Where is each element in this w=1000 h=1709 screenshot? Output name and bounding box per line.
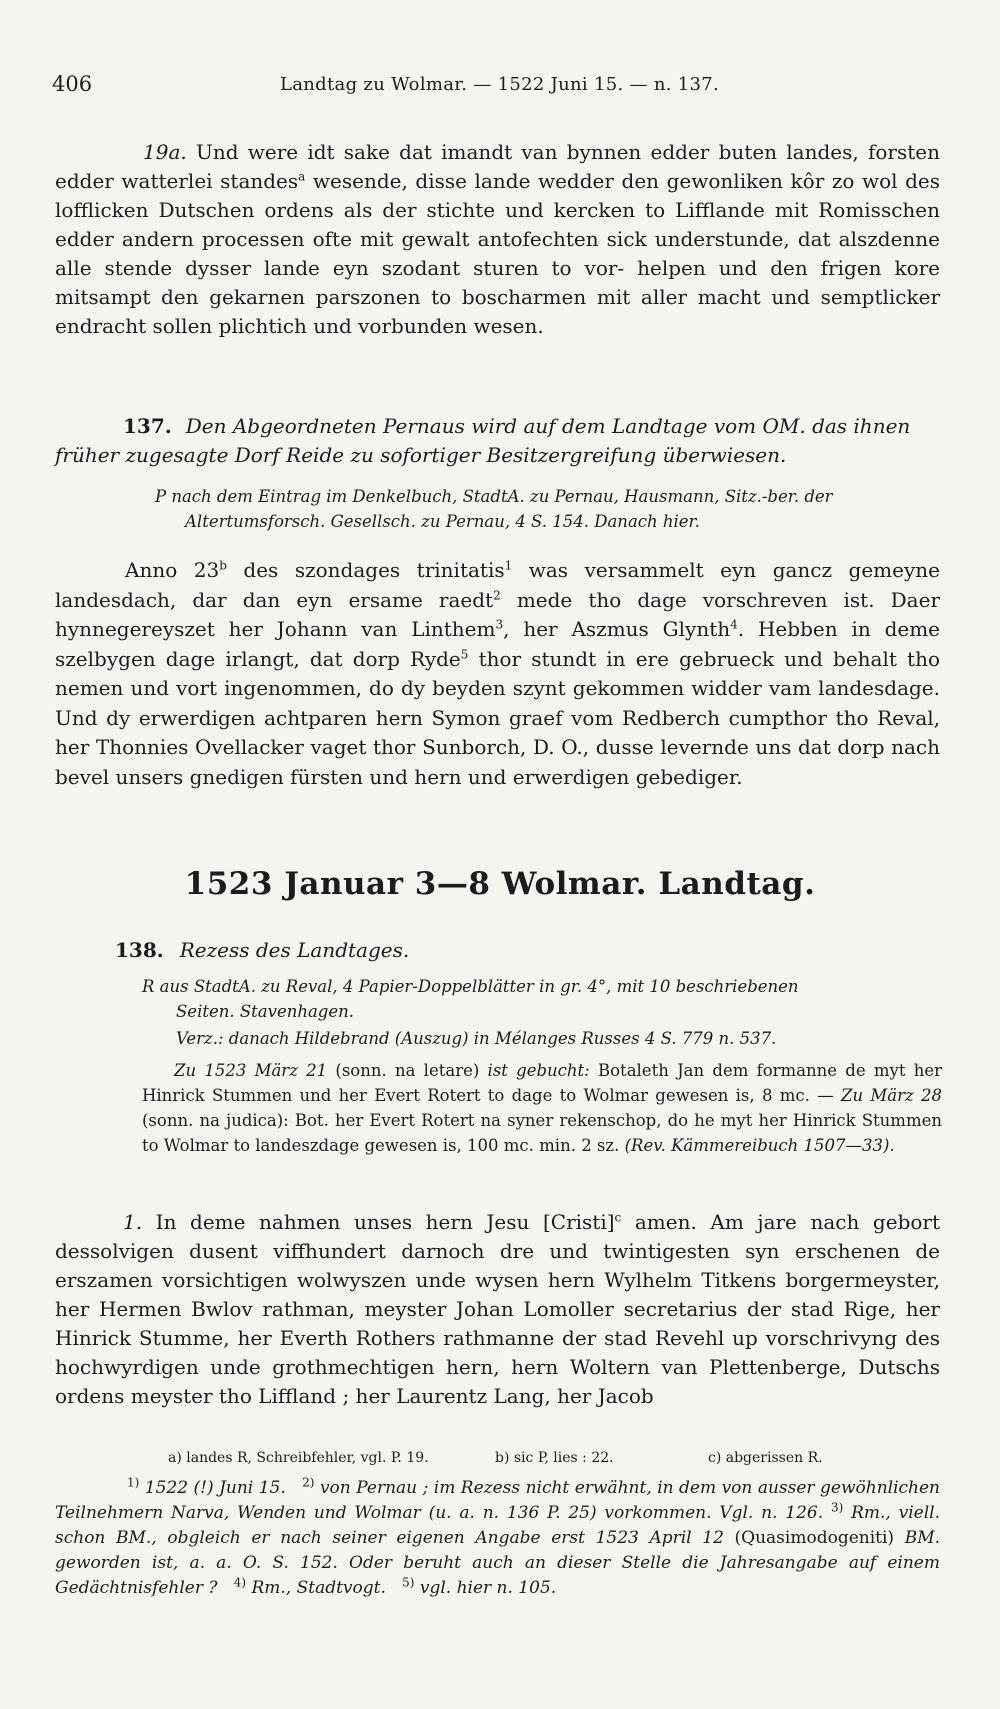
footnote-ref: 2 [493,587,501,602]
section-19a-label: 19a. [143,140,187,164]
footnote-2: von Pernau ; im Rezess nicht erwähnt, in dem von ausser gewöhnlichen Teilnehmern Narva, Wenden und Wolmar (u. a. n. 136 P. 25) vorkommen. Vgl. n. 126. [55,1478,940,1523]
entry-137-heading [55,412,940,470]
entry-number: 138. [115,938,164,962]
entry-number: 137. [123,414,172,438]
footnote-4: Rm., Stadtvogt. [251,1578,386,1598]
section-19a-text: 19a. Und were idt sake dat imandt van bynnen edder buten landes, forsten edder watterlei standes$^a$ wesende, disse lande wedder den gewonliken kôr zo wol des lofflicken Dutschen ordens als der stichte und kercken to Lifflande mit Romisschen edder andern processen ofte mit gewalt antofechten sick understunde, dat alszdenne alle stende dysser lande eyn szodant sturen to vor- helpen und den frigen kore mitsampt den gekarnen parszonen to boscharmen mit aller macht und semptlicker endracht sollen plichtich und vorbunden wesen. [55,140,941,338]
footnote-ref: 4 [730,617,738,632]
apparatus-mark: c [614,1210,622,1225]
apparatus-note-b: b) sic P, lies : 22. [495,1450,614,1466]
footnote-ref: 3 [495,617,504,632]
apparatus-note-a: a) landes R, Schreibfehler, vgl. P. 19. [168,1450,429,1466]
page-header [52,72,942,102]
entry-137-body: Anno 23$^b$ des szondages trinitatis$^1$ was versammelt eyn gancz gemeyne landesdach, dar dan eyn ersame raedt$^2$ mede tho dage vorschreven ist. Daer hynnegereyszet her Johann van Linthem$^3$, her Aszmus Glynth$^4$. Hebben in deme szelbygen dage irlangt, dat dorp Ryde$^5$ thor stundt in ere gebrueck und behalt tho nemen und vort ingenommen, do dy beyden szynt gekommen widder vam landesdage. Und dy erwerdigen achtparen hern Symon graef vom Redberch cumpthor tho Reval, her Thonnies Ovellacker vaget thor Sunborch, D. O., dusse levernde uns dat dorp nach bevel unsers gnedigen fürsten und hern und erwerdigen gebediger. [55,558,941,789]
section-title: 1523 Januar 3—8 Wolmar. Landtag. [184,866,816,902]
register-note: Verz.: danach Hildebrand (Auszug) in Mélanges Russes 4 S. 779 n. 537. [176,1029,777,1048]
apparatus-note-c: c) abgerissen R. [708,1450,823,1466]
running-title: Landtag zu Wolmar. — 1522 Juni 15. — n. 137. [280,74,720,95]
footnote-ref: 1 [504,558,513,573]
entry-137-source: P nach dem Eintrag im Denkelbuch, StadtA. zu Pernau, Hausmann, Sitz.-ber. der Altertumsforsch. Gesellsch. zu Pernau, 4 S. 154. Danach hier. [155,487,833,531]
paragraph-1: 1. In deme nahmen unses hern Jesu [Cristi]$^c$ amen. Am jare nach gebort dessolvigen dusent viffhundert darnoch dre und twintigesten syn erschenen de erszamen vorsichtigen wolwyszen unde wysen hern Wylhelm Titkens borgermeyster, her Hermen Bwlov rathman, meyster Johan Lomoller secretarius der stad Rige, her Hinrick Stumme, her Everth Rothers rathmanne der stad Revehl up vorschrivyng des hochwyrdigen unde grothmechtigen hern, hern Woltern van Plettenberge, Dutschs ordens meyster tho Liffland ; her Laurentz Lang, her Jacob [55,1210,941,1408]
apparatus-mark: a [298,169,306,184]
entry-summary: Den Abgeordneten Pernaus wird auf dem Landtage vom OM. das ihnen früher zugesagte Dorf Reide zu sofortiger Besitzergreifung überwiesen. [55,414,911,467]
footnote-1: 1522 (!) Juni 15. [144,1478,286,1498]
footnote-ref: 5 [460,646,469,661]
section-19a [55,138,940,341]
footnote-5: vgl. hier n. 105. [419,1578,557,1598]
paragraph-number: 1. [123,1210,143,1234]
entry-138-heading [55,936,940,965]
footnotes: $^{1)}$ 1522 (!) Juni 15. $^{2)}$ von Pernau ; im Rezess nicht erwähnt, in dem von ausser gewöhnlichen Teilnehmern Narva, Wenden und Wolmar (u. a. n. 136 P. 25) vorkommen. Vgl. n. 126. $^{3)}$ Rm., viell. schon BM., obgleich er nach seiner eigenen Angabe erst 1523 April 12 (Quasimodogeniti) BM. geworden ist, a. a. O. S. 152. Oder beruht auch an dieser Stelle die Jahresangabe auf einem Gedächtnisfehler ? $^{4)}$ Rm., Stadtvogt. $^{5)}$ vgl. hier n. 105. [55,1475,941,1598]
apparatus-notes [0,1450,1000,1472]
footnote-3: Rm., viell. schon BM., obgleich er nach seiner eigenen Angabe erst 1523 April 12 [55,1503,941,1548]
entry-138-source: R aus StadtA. zu Reval, 4 Papier-Doppelblätter in gr. 4°, mit 10 beschriebenen Seiten. Stavenhagen. Verz.: danach Hildebrand (Auszug) in Mélanges Russes 4 S. 779 n. 537. Zu 1523 März 21 (sonn. na letare) ist gebucht: Botaleth Jan dem formanne de myt her Hinrick Stummen und her Evert Rotert to dage to Wolmar gewesen is, 8 mc. — Zu März 28 (sonn. na judica): Bot. her Evert Rotert na syner rekenschop, do he myt her Hinrick Stummen to Wolmar to landeszdage gewesen is, 100 mc. min. 2 sz. (Rev. Kämmereibuch 1507—33). [142,975,942,1158]
entry-summary: Rezess des Landtages. [179,938,410,962]
page-number: 406 [52,72,93,96]
apparatus-mark: b [219,558,227,573]
account-note: Zu 1523 März 21 (sonn. na letare) ist gebucht: Botaleth Jan dem formanne de myt her Hinrick Stummen und her Evert Rotert to dage to Wolmar gewesen is, 8 mc. — Zu März 28 (sonn. na judica): Bot. her Evert Rotert na syner rekenschop, do he myt her Hinrick Stummen to Wolmar to landeszdage gewesen is, 100 mc. min. 2 sz. (Rev. Kämmereibuch 1507—33). [142,1060,943,1155]
